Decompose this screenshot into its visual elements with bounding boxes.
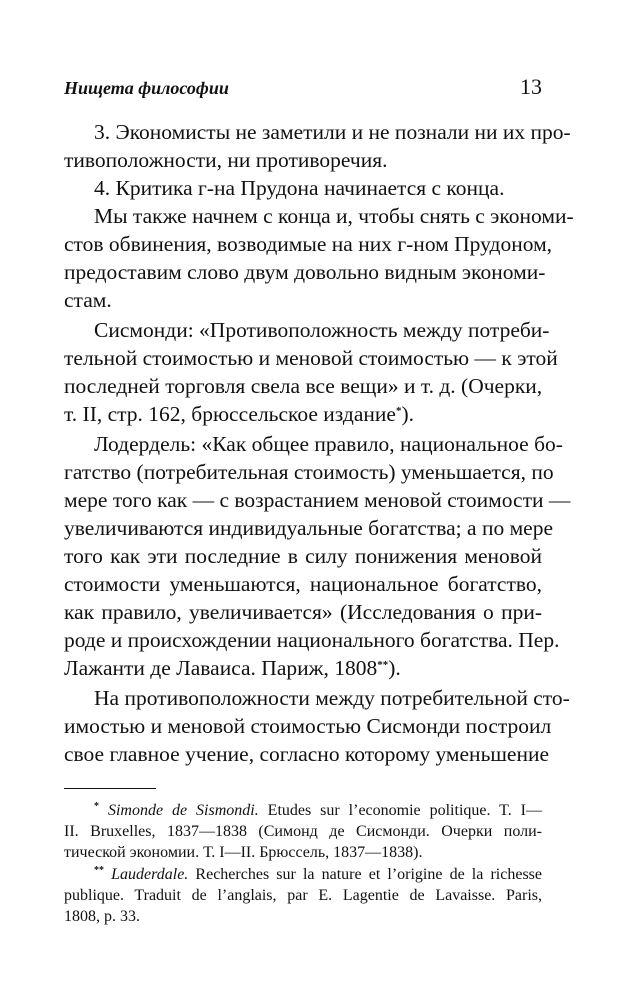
page-number: 13 <box>520 74 542 99</box>
footnote-ref: ** <box>377 659 389 671</box>
footnote-line: тической экономии. Т. I—II. Брюссель, 1837—1838). <box>64 844 423 861</box>
text-line: увеличиваются индивидуальные богатства; а по мере <box>64 516 554 540</box>
footnote-line: 1808, p. 33. <box>64 908 140 925</box>
text-fragment: Лажанти де Лаваиса. Париж, 1808 <box>64 656 378 680</box>
footnote-line <box>64 864 542 885</box>
text-line: тельной стоимостью и меновой стоимостью — к этой <box>64 346 558 370</box>
footnote-mark: * <box>94 801 99 812</box>
footnote-line <box>64 800 542 821</box>
footnote-text: Recherches sur la nature et l’origine de la richesse <box>188 866 542 883</box>
text-line <box>64 400 542 428</box>
footnote-author: Lauderdale. <box>111 866 189 883</box>
footnote-mark: ** <box>94 865 104 876</box>
footnote-line: II. Bruxelles, 1837—1838 (Симонд де Сисмонди. Очерки поли- <box>64 823 542 840</box>
text-line: последней торговля свела все вещи» и т. д. (Очерки, <box>64 374 543 398</box>
text-line: 4. Критика г-на Прудона начинается с конца. <box>94 176 505 200</box>
footnote-text: Etudes sur l’economie politique. T. I— <box>258 802 543 819</box>
text-line: Лодердель: «Как общее правило, национальное бо- <box>94 432 563 456</box>
text-line <box>64 654 542 682</box>
text-line: предоставим слово двум довольно видным экономи- <box>64 260 546 284</box>
text-line: того как эти последние в силу понижения меновой <box>64 544 542 568</box>
text-line: гатство (потребительная стоимость) уменьшается, по <box>64 460 554 484</box>
text-line: стам. <box>64 288 112 312</box>
running-title: Нищета философии <box>64 78 229 98</box>
footnote-line: publique. Traduit de l’anglais, par E. Lagentie de Lavaisse. Paris, <box>64 887 542 904</box>
text-line: На противоположности между потребительной сто- <box>94 686 570 710</box>
text-line: имостью и меновой стоимостью Сисмонди построил <box>64 714 552 738</box>
footnote-divider <box>64 788 156 789</box>
text-line: Мы также начнем с конца и, чтобы снять с экономи- <box>94 204 574 228</box>
text-line: роде и происхождении национального богатства. Пер. <box>64 628 560 652</box>
page-header <box>64 74 542 104</box>
footnote-author: Simonde de Sismondi. <box>107 802 259 819</box>
text-line: 3. Экономисты не заметили и не познали ни их про- <box>94 120 571 144</box>
footnote-ref: * <box>395 405 402 417</box>
text-line: тивоположности, ни противоречия. <box>64 148 388 172</box>
text-line: Сисмонди: «Противоположность между потреби- <box>94 318 550 342</box>
text-line: стоимости уменьшаются, национальное богатство, <box>64 572 542 596</box>
text-line: стов обвинения, возводимые на них г-ном Прудоном, <box>64 232 553 256</box>
text-fragment: т. II, стр. 162, брюссельское издание <box>64 402 396 426</box>
text-fragment: ). <box>401 402 414 426</box>
text-fragment: ). <box>388 656 401 680</box>
text-line: свое главное учение, согласно которому уменьшение <box>64 742 550 766</box>
text-line: как правило, увеличивается» (Исследования о при- <box>64 600 542 624</box>
text-line: мере того как — с возрастанием меновой стоимости — <box>64 488 571 512</box>
